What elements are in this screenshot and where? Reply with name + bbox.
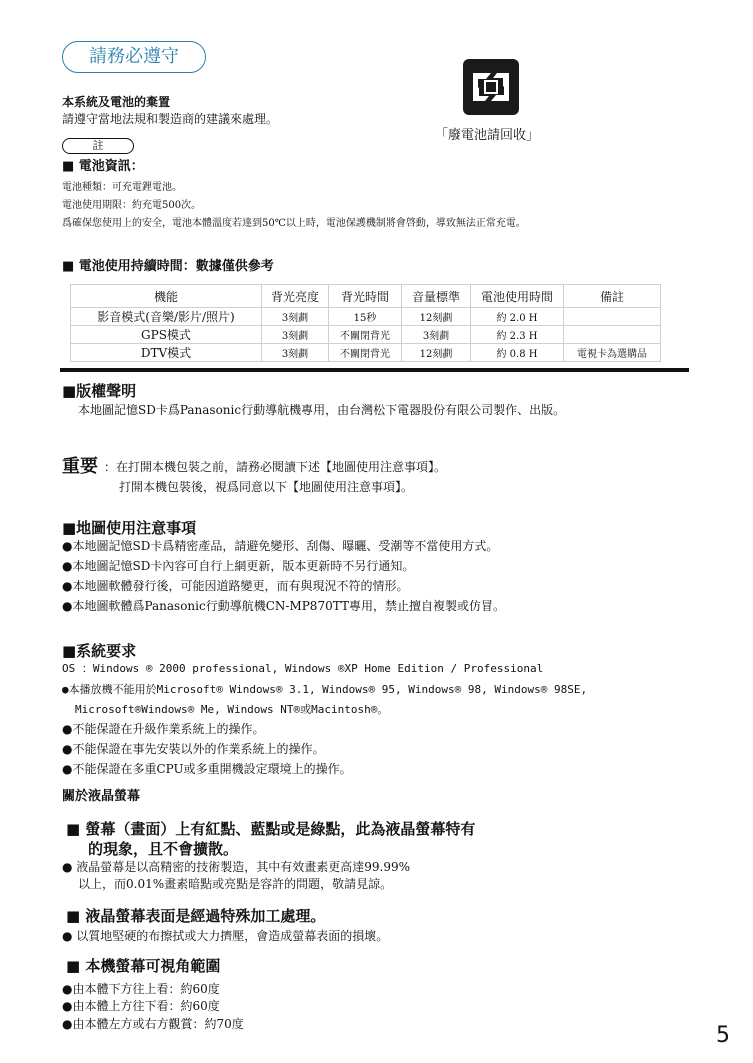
table-cell: 約 2.0 H (471, 308, 564, 326)
important-line: 打開本機包裝後，視爲同意以下【地圖使用注意事項】。 (119, 480, 414, 494)
lcd-text: ● 以質地堅硬的布擦拭或大力擠壓，會造成螢幕表面的損壞。 (62, 929, 389, 943)
column-header: 電池使用時間 (471, 285, 564, 308)
column-header: 背光亮度 (262, 285, 329, 308)
copyright-heading: ■版權聲明 (62, 382, 137, 400)
table-cell: 15秒 (329, 308, 402, 326)
copyright-text: 本地圖記憶SD卡爲Panasonic行動導航機專用，由台灣松下電器股份有限公司製作、出版。 (78, 403, 566, 417)
map-notes-heading: ■地圖使用注意事項 (62, 519, 197, 537)
table-cell: 3刻劃 (262, 326, 329, 344)
table-row (71, 326, 661, 344)
list-item: ●本播放機不能用於Microsoft® Windows® 3.1, Windows® 95, Windows® 98, Windows® 98SE, (62, 683, 588, 696)
lcd-section-title: 的現象，且不會擴散。 (88, 840, 239, 858)
list-item: ●本地圖記憶SD卡內容可自行上網更新，版本更新時不另行通知。 (62, 559, 415, 573)
lcd-text: 以上，而0.01%畫素暗點或亮點是容許的問題，敬請見諒。 (78, 877, 393, 891)
table-cell: 約 2.3 H (471, 326, 564, 344)
table-cell: 3刻劃 (402, 326, 471, 344)
table-cell: 不關閉背光 (329, 326, 402, 344)
section-divider (60, 368, 689, 372)
list-item: ●本地圖軟體爲Panasonic行動導航機CN-MP870TT專用，禁止擅自複製或仿冒。 (62, 599, 505, 613)
battery-table (70, 284, 661, 362)
battery-info-line: 電池使用期限：約充電500次。 (62, 200, 202, 211)
table-cell: 電視卡為選購品 (564, 344, 661, 362)
lcd-heading: 關於液晶螢幕 (62, 789, 141, 804)
table-cell: 約 0.8 H (471, 344, 564, 362)
lcd-text: ● 液晶螢幕是以高精密的技術製造，其中有效畫素更高達99.99% (62, 860, 411, 874)
battery-info-line: 爲確保您使用上的安全，電池本體溫度若達到50℃以上時，電池保護機制將會啓動，導致無法正常充電。 (62, 218, 526, 229)
table-cell: 3刻劃 (262, 344, 329, 362)
list-item: ●本地圖記憶SD卡爲精密產品，請避免變形、刮傷、曝曬、受潮等不當使用方式。 (62, 539, 499, 553)
lcd-section-title: ■ 液晶螢幕表面是經過特殊加工處理。 (66, 907, 326, 925)
note-label: 註 (62, 138, 134, 154)
table-cell: 影音模式(音樂/影片/照片) (71, 308, 262, 326)
table-cell (564, 326, 661, 344)
list-item: ●不能保證在升級作業系統上的操作。 (62, 722, 265, 736)
list-item: ●本地圖軟體發行後，可能因道路變更，而有與現況不符的情形。 (62, 579, 409, 593)
system-req-heading: ■系統要求 (62, 642, 137, 660)
page-number: 5 (716, 1023, 730, 1048)
table-cell: GPS模式 (71, 326, 262, 344)
battery-table-heading: ■ 電池使用持續時間：數據僅供參考 (62, 259, 274, 274)
os-line: OS ：Windows ® 2000 professional, Windows ®XP Home Edition / Professional (62, 662, 544, 675)
list-item: ●不能保證在事先安裝以外的作業系統上的操作。 (62, 742, 325, 756)
important-line: ：在打開本機包裝之前，請務必閱讀下述【地圖使用注意事項】。 (104, 460, 447, 474)
column-header: 備註 (564, 285, 661, 308)
table-cell: 12刻劃 (402, 344, 471, 362)
page-title: 請務必遵守 (62, 41, 206, 73)
table-cell: 不關閉背光 (329, 344, 402, 362)
important-label: 重要 (62, 456, 98, 477)
battery-info-heading: ■ 電池資訊： (62, 159, 144, 174)
battery-recycle-icon (463, 59, 519, 115)
battery-info-line: 電池種類：可充電鋰電池。 (62, 182, 182, 193)
list-item: ●由本體下方往上看：約60度 (62, 982, 220, 996)
lcd-section-title: ■ 螢幕（畫面）上有紅點、藍點或是綠點，此為液晶螢幕特有 (66, 820, 476, 838)
disposal-text: 請遵守當地法規和製造商的建議來處理。 (62, 112, 279, 126)
recycle-caption: 「廢電池請回收」 (435, 128, 540, 143)
table-header-row (71, 285, 661, 308)
list-item: Microsoft®Windows® Me, Windows NT®或Macintosh®。 (75, 703, 389, 716)
table-cell: 3刻劃 (262, 308, 329, 326)
table-row (71, 344, 661, 362)
column-header: 背光時間 (329, 285, 402, 308)
disposal-heading: 本系統及電池的棄置 (62, 95, 171, 109)
table-row (71, 308, 661, 326)
list-item: ●由本體上方往下看：約60度 (62, 999, 220, 1013)
table-cell: 12刻劃 (402, 308, 471, 326)
column-header: 機能 (71, 285, 262, 308)
lcd-section-title: ■ 本機螢幕可視角範圍 (66, 957, 221, 975)
table-cell: DTV模式 (71, 344, 262, 362)
column-header: 音量標準 (402, 285, 471, 308)
list-item: ●不能保證在多重CPU或多重開機設定環境上的操作。 (62, 762, 352, 776)
table-cell (564, 308, 661, 326)
list-item: ●由本體左方或右方觀賞：約70度 (62, 1017, 244, 1031)
